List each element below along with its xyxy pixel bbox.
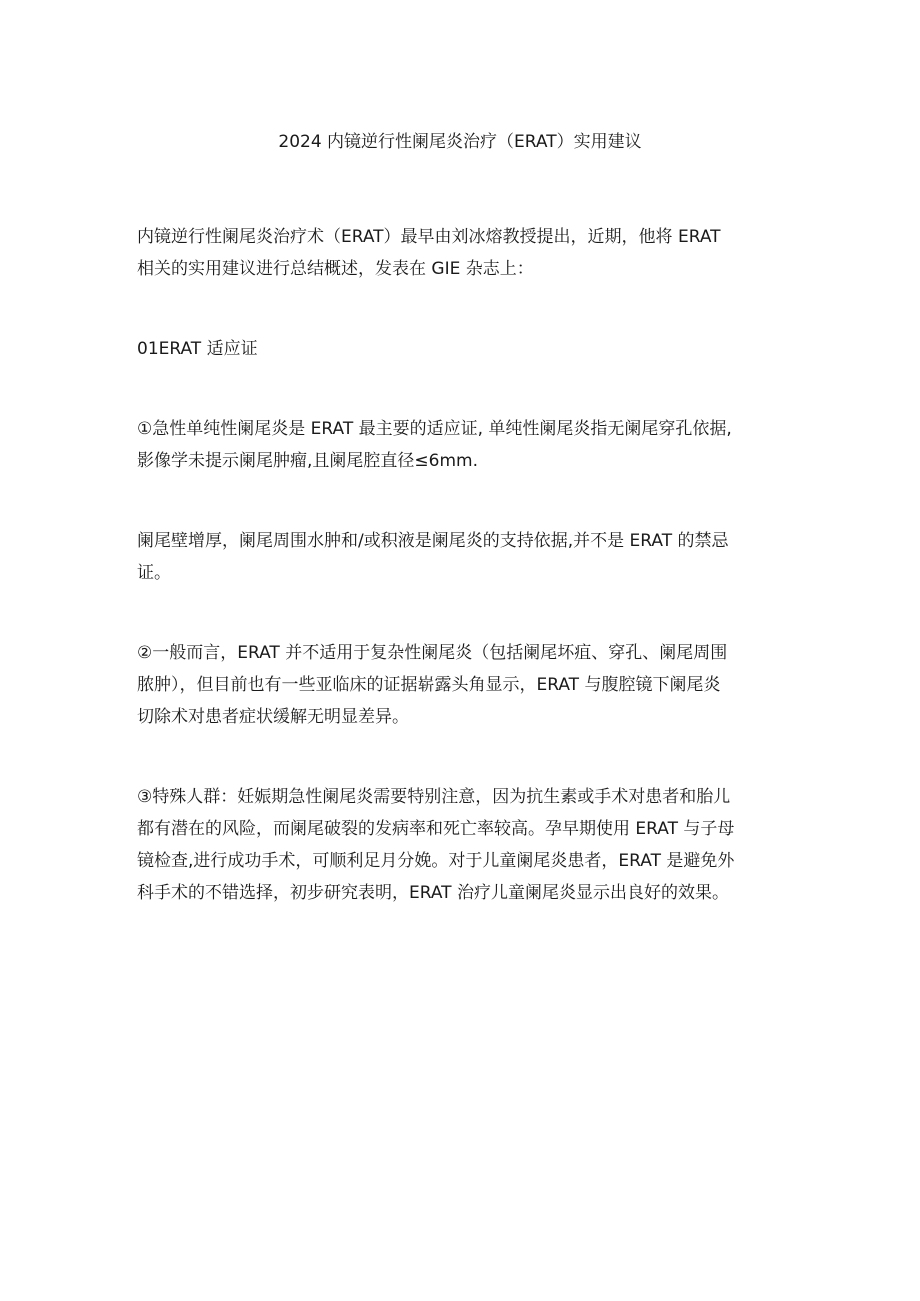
document-title: 2024 内镜逆行性阑尾炎治疗（ERAT）实用建议 [278,132,642,152]
text-line: 镜检查,进行成功手术，可顺利足月分娩。对于儿童阑尾炎患者，ERAT 是避免外 [137,851,735,871]
paragraph-indication-1 [137,413,785,477]
text-line: 阑尾壁增厚，阑尾周围水肿和/或积液是阑尾炎的支持依据,并不是 ERAT 的禁忌 [137,531,729,551]
text-line: 内镜逆行性阑尾炎治疗术（ERAT）最早由刘冰熔教授提出，近期，他将 ERAT [137,227,721,247]
paragraph-supporting-evidence [137,525,785,589]
text-line: 相关的实用建议进行总结概述，发表在 GIE 杂志上： [137,259,534,279]
text-line: 都有潜在的风险，而阑尾破裂的发病率和死亡率较高。孕早期使用 ERAT 与子母 [137,819,735,839]
text-line: 科手术的不错选择，初步研究表明，ERAT 治疗儿童阑尾炎显示出良好的效果。 [137,883,729,903]
section-heading: 01ERAT 适应证 [137,339,258,359]
text-line: 影像学未提示阑尾肿瘤,且阑尾腔直径≤6mm. [137,451,478,471]
text-line: ③特殊人群：妊娠期急性阑尾炎需要特别注意，因为抗生素或手术对患者和胎儿 [137,787,731,807]
text-line: ①急性单纯性阑尾炎是 ERAT 最主要的适应证, 单纯性阑尾炎指无阑尾穿孔依据, [137,419,732,439]
text-line: 切除术对患者症状缓解无明显差异。 [137,707,409,727]
intro-paragraph [137,221,785,285]
document-body [137,221,785,957]
paragraph-indication-2 [137,637,785,733]
text-line: ②一般而言，ERAT 并不适用于复杂性阑尾炎（包括阑尾坏疽、穿孔、阑尾周围 [137,643,728,663]
text-line: 脓肿），但目前也有一些亚临床的证据崭露头角显示，ERAT 与腹腔镜下阑尾炎 [137,675,721,695]
text-line: 证。 [137,563,171,583]
paragraph-indication-3 [137,781,785,909]
